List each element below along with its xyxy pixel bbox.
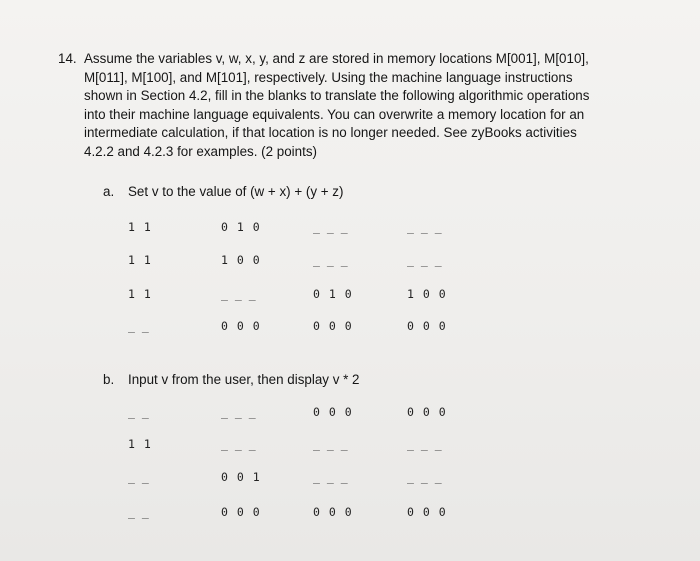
part-a-label: a.: [103, 184, 115, 199]
question-line: into their machine language equivalents. You can overwrite a memory location for an: [84, 106, 585, 122]
part-b-text: Input v from the user, then display v * 2: [128, 372, 360, 387]
answer-blank[interactable]: _ _ _: [407, 470, 442, 484]
instruction-field: 0 1 0: [221, 220, 261, 234]
answer-blank[interactable]: _ _ _: [221, 437, 256, 451]
question-line: intermediate calculation, if that location is no longer needed. See zyBooks activities: [84, 125, 577, 141]
answer-blank[interactable]: _ _ _: [313, 437, 348, 451]
instruction-field: 0 0 0: [407, 505, 447, 519]
question-number: 14.: [58, 51, 77, 66]
answer-blank[interactable]: _ _: [128, 505, 149, 519]
instruction-field: 1 1: [128, 220, 152, 234]
instruction-field: 0 0 0: [313, 319, 353, 333]
instruction-field: 1 1: [128, 253, 152, 267]
instruction-field: 1 0 0: [221, 253, 261, 267]
instruction-field: 1 0 0: [407, 287, 447, 301]
part-b-label: b.: [103, 372, 115, 387]
question-line: Assume the variables v, w, x, y, and z are stored in memory locations M[001], M[010],: [84, 51, 589, 66]
answer-blank[interactable]: _ _ _: [221, 405, 256, 419]
instruction-field: 0 1 0: [313, 287, 353, 301]
instruction-field: 0 0 0: [313, 505, 353, 519]
answer-blank[interactable]: _ _ _: [313, 253, 348, 267]
instruction-field: 1 1: [128, 287, 152, 301]
answer-blank[interactable]: _ _ _: [221, 287, 256, 301]
answer-blank[interactable]: _ _ _: [407, 220, 442, 234]
part-a-text: Set v to the value of (w + x) + (y + z): [128, 184, 344, 199]
instruction-field: 0 0 0: [407, 405, 447, 419]
question-line: 4.2.2 and 4.2.3 for examples. (2 points): [84, 143, 317, 159]
instruction-field: 0 0 0: [221, 505, 261, 519]
answer-blank[interactable]: _ _ _: [313, 220, 348, 234]
instruction-field: 0 0 0: [313, 405, 353, 419]
answer-blank[interactable]: _ _: [128, 405, 149, 419]
question-line: shown in Section 4.2, fill in the blanks to translate the following algorithmic operations: [84, 88, 590, 104]
instruction-field: 1 1: [128, 437, 152, 451]
question-line: M[011], M[100], and M[101], respectively. Using the machine language instructions: [84, 69, 573, 85]
answer-blank[interactable]: _ _ _: [407, 437, 442, 451]
instruction-field: 0 0 1: [221, 470, 261, 484]
instruction-field: 0 0 0: [221, 319, 261, 333]
answer-blank[interactable]: _ _: [128, 319, 149, 333]
answer-blank[interactable]: _ _ _: [407, 253, 442, 267]
answer-blank[interactable]: _ _ _: [313, 470, 348, 484]
instruction-field: 0 0 0: [407, 319, 447, 333]
question-text: [84, 50, 644, 162]
answer-blank[interactable]: _ _: [128, 470, 149, 484]
